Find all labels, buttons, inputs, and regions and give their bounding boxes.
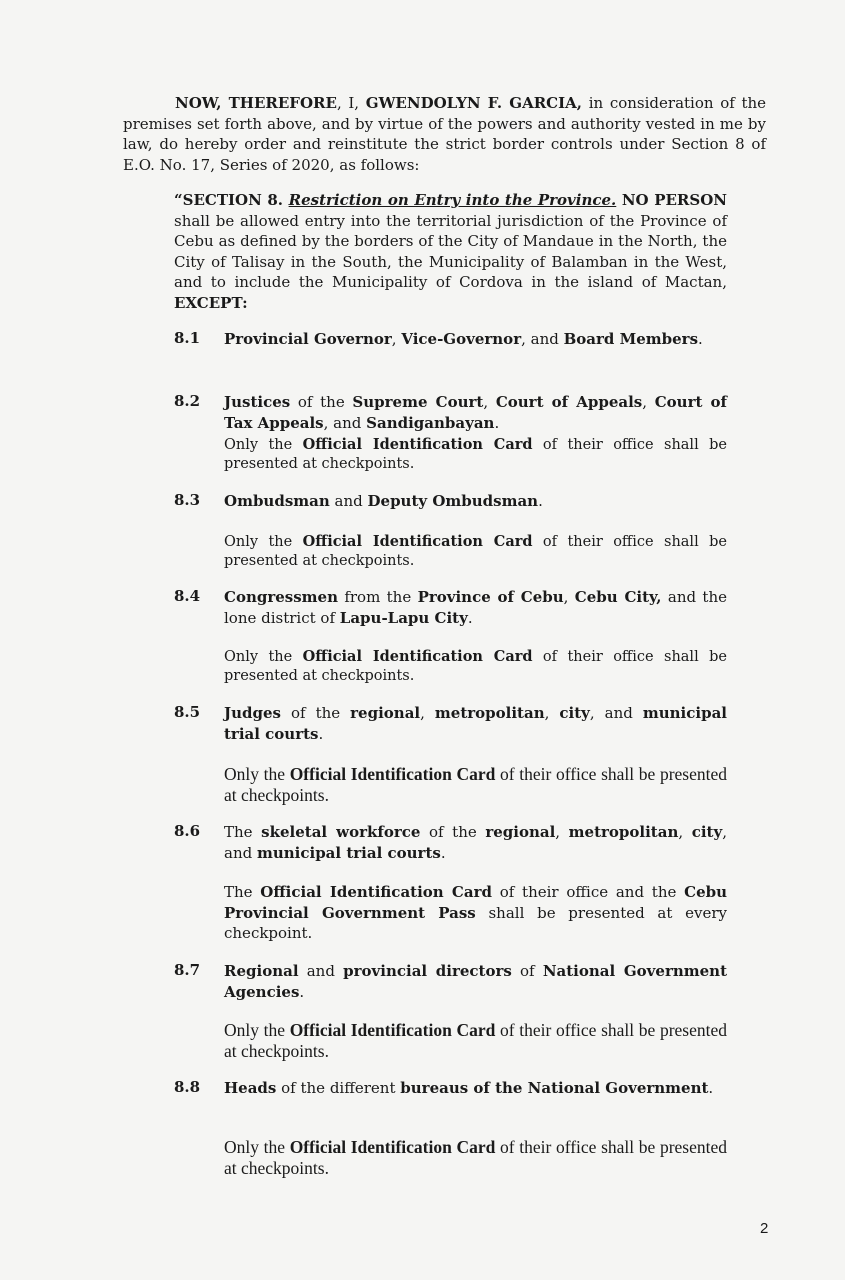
emphasized-text: Justices <box>224 393 291 411</box>
emphasized-text: NOW, THEREFORE <box>175 94 337 112</box>
emphasized-text: metropolitan <box>434 704 545 722</box>
emphasized-text: metropolitan <box>568 823 679 841</box>
text-run: of their office shall be presented at checkpoints. <box>224 764 727 805</box>
emphasized-text: municipal trial courts <box>256 844 441 862</box>
emphasized-text: Province of Cebu <box>417 588 564 606</box>
text-run: , I, <box>336 94 366 112</box>
item-number: 8.6 <box>174 822 201 840</box>
item-note <box>224 1020 727 1062</box>
emphasized-text: EXCEPT: <box>174 293 248 312</box>
emphasized-text: Regional <box>224 962 299 980</box>
emphasized-text: Cebu Provincial Government Pass <box>224 883 728 922</box>
emphasized-text: Sandiganbayan <box>366 414 495 432</box>
text-run: Only the <box>224 1137 290 1157</box>
item-heading <box>224 822 727 864</box>
emphasized-text: “SECTION 8. <box>174 191 289 209</box>
text-run: , and <box>521 330 564 348</box>
text-run: of their office shall be presented at checkpoints. <box>224 437 727 472</box>
emphasized-text: regional <box>485 823 556 841</box>
text-run: , <box>563 588 575 606</box>
text-run: . <box>708 1079 714 1097</box>
emphasized-text: Official Identification Card <box>302 533 533 550</box>
text-run: of their office and the <box>491 883 685 901</box>
emphasized-text: Judges <box>224 704 281 722</box>
text-run: of the <box>290 393 353 411</box>
emphasized-text: National Government Agencies <box>224 962 728 1001</box>
emphasized-text: GWENDOLYN F. GARCIA, <box>365 94 583 112</box>
text-run: The <box>224 823 262 841</box>
item-note <box>224 435 727 474</box>
item-note <box>224 1137 727 1179</box>
emphasized-text: Restriction on Entry into the Province. <box>288 191 617 209</box>
text-run: . <box>299 983 305 1001</box>
item-note <box>224 532 727 571</box>
text-run: Only the <box>224 437 303 453</box>
emphasized-text: city <box>691 823 723 841</box>
text-run: Only the <box>224 1020 290 1040</box>
item-number: 8.8 <box>174 1078 201 1096</box>
text-run: and <box>329 492 368 510</box>
emphasized-text: Official Identification Card <box>289 1020 496 1040</box>
item-note <box>224 647 727 686</box>
emphasized-text: Provincial Governor <box>224 330 392 348</box>
text-run: of <box>511 962 543 980</box>
item-note <box>224 882 727 944</box>
text-run: of their office shall be presented at checkpoints. <box>224 534 727 569</box>
text-run: shall be allowed entry into the territorial jurisdiction of the Province of Cebu as defined by the borders of the City of Mandaue in the North, the City of Talisay in the South, the Municipality of Balamban in the West, and to include the Municipality of Cordova in the island of Mactan, <box>174 211 727 291</box>
text-run: , <box>391 330 402 348</box>
item-heading <box>224 1078 727 1099</box>
emphasized-text: Deputy Ombudsman <box>367 492 539 510</box>
emphasized-text: Official Identification Card <box>302 436 533 453</box>
text-run: , and <box>323 414 367 432</box>
text-run: . <box>467 609 473 627</box>
emphasized-text: Official Identification Card <box>260 883 492 901</box>
text-run: , and <box>589 704 643 722</box>
text-run: of the <box>420 823 486 841</box>
item-heading <box>224 587 727 629</box>
item-number: 8.3 <box>174 491 201 509</box>
emphasized-text: NO PERSON <box>616 191 727 209</box>
text-run: of the <box>280 704 351 722</box>
text-run: . <box>538 492 543 510</box>
text-run: , <box>678 823 692 841</box>
emphasized-text: Official Identification Card <box>302 648 533 665</box>
text-run: of their office shall be presented at checkpoints. <box>224 1137 727 1178</box>
text-run: , and <box>224 823 727 862</box>
item-heading <box>224 961 727 1003</box>
text-run: , <box>555 823 569 841</box>
text-run: . <box>698 330 703 348</box>
emphasized-text: city <box>559 704 590 722</box>
emphasized-text: Court of Appeals <box>495 393 643 411</box>
emphasized-text: Cebu City, <box>574 588 662 606</box>
item-heading <box>224 703 727 745</box>
text-run: Only the <box>224 764 290 784</box>
emphasized-text: municipal trial courts <box>224 704 727 743</box>
text-run: . <box>440 844 446 862</box>
emphasized-text: Vice-Governor <box>401 330 522 348</box>
emphasized-text: Court of Tax Appeals <box>224 393 728 432</box>
emphasized-text: Official Identification Card <box>289 764 496 784</box>
text-run: , <box>483 393 496 411</box>
emphasized-text: bureaus of the National Government <box>400 1079 709 1097</box>
text-run: . <box>494 414 500 432</box>
emphasized-text: Board Members <box>563 330 699 348</box>
text-run: Only the <box>224 534 303 550</box>
text-run: of their office shall be presented at checkpoints. <box>224 649 727 684</box>
intro-paragraph <box>123 93 766 175</box>
emphasized-text: Lapu-Lapu City <box>339 609 468 627</box>
item-heading <box>224 329 727 350</box>
item-number: 8.5 <box>174 703 201 721</box>
text-run: of the different <box>276 1079 401 1097</box>
emphasized-text: Supreme Court <box>352 393 484 411</box>
text-run: , <box>544 704 560 722</box>
item-heading <box>224 491 727 512</box>
text-run: . <box>318 725 324 743</box>
emphasized-text: Congressmen <box>224 588 338 606</box>
text-run: from the <box>338 588 418 606</box>
emphasized-text: regional <box>350 704 421 722</box>
text-run: and the lone district of <box>224 588 727 627</box>
text-run: , <box>642 393 655 411</box>
text-run: Only the <box>224 649 303 665</box>
item-number: 8.1 <box>174 329 201 347</box>
emphasized-text: Official Identification Card <box>289 1137 496 1157</box>
text-run: The <box>224 883 261 901</box>
emphasized-text: skeletal workforce <box>261 823 421 841</box>
text-run: and <box>298 962 344 980</box>
section-8-paragraph <box>174 190 727 313</box>
emphasized-text: provincial directors <box>343 962 512 980</box>
item-note <box>224 764 727 806</box>
item-number: 8.4 <box>174 587 201 605</box>
text-run: , <box>420 704 435 722</box>
emphasized-text: Ombudsman <box>224 492 330 510</box>
text-run: in consideration of the premises set forth above, and by virtue of the powers and authority vested in me by law, do hereby order and reinstitute the strict border controls under Section 8 of E.O. No. 17, Series of 2020, as follows: <box>123 94 767 174</box>
emphasized-text: Heads <box>224 1079 277 1097</box>
page-number: 2 <box>760 1220 769 1237</box>
item-number: 8.7 <box>174 961 201 979</box>
item-number: 8.2 <box>174 392 201 410</box>
text-run: shall be presented at every checkpoint. <box>224 903 727 942</box>
item-heading <box>224 392 727 434</box>
text-run: of their office shall be presented at checkpoints. <box>224 1020 727 1061</box>
